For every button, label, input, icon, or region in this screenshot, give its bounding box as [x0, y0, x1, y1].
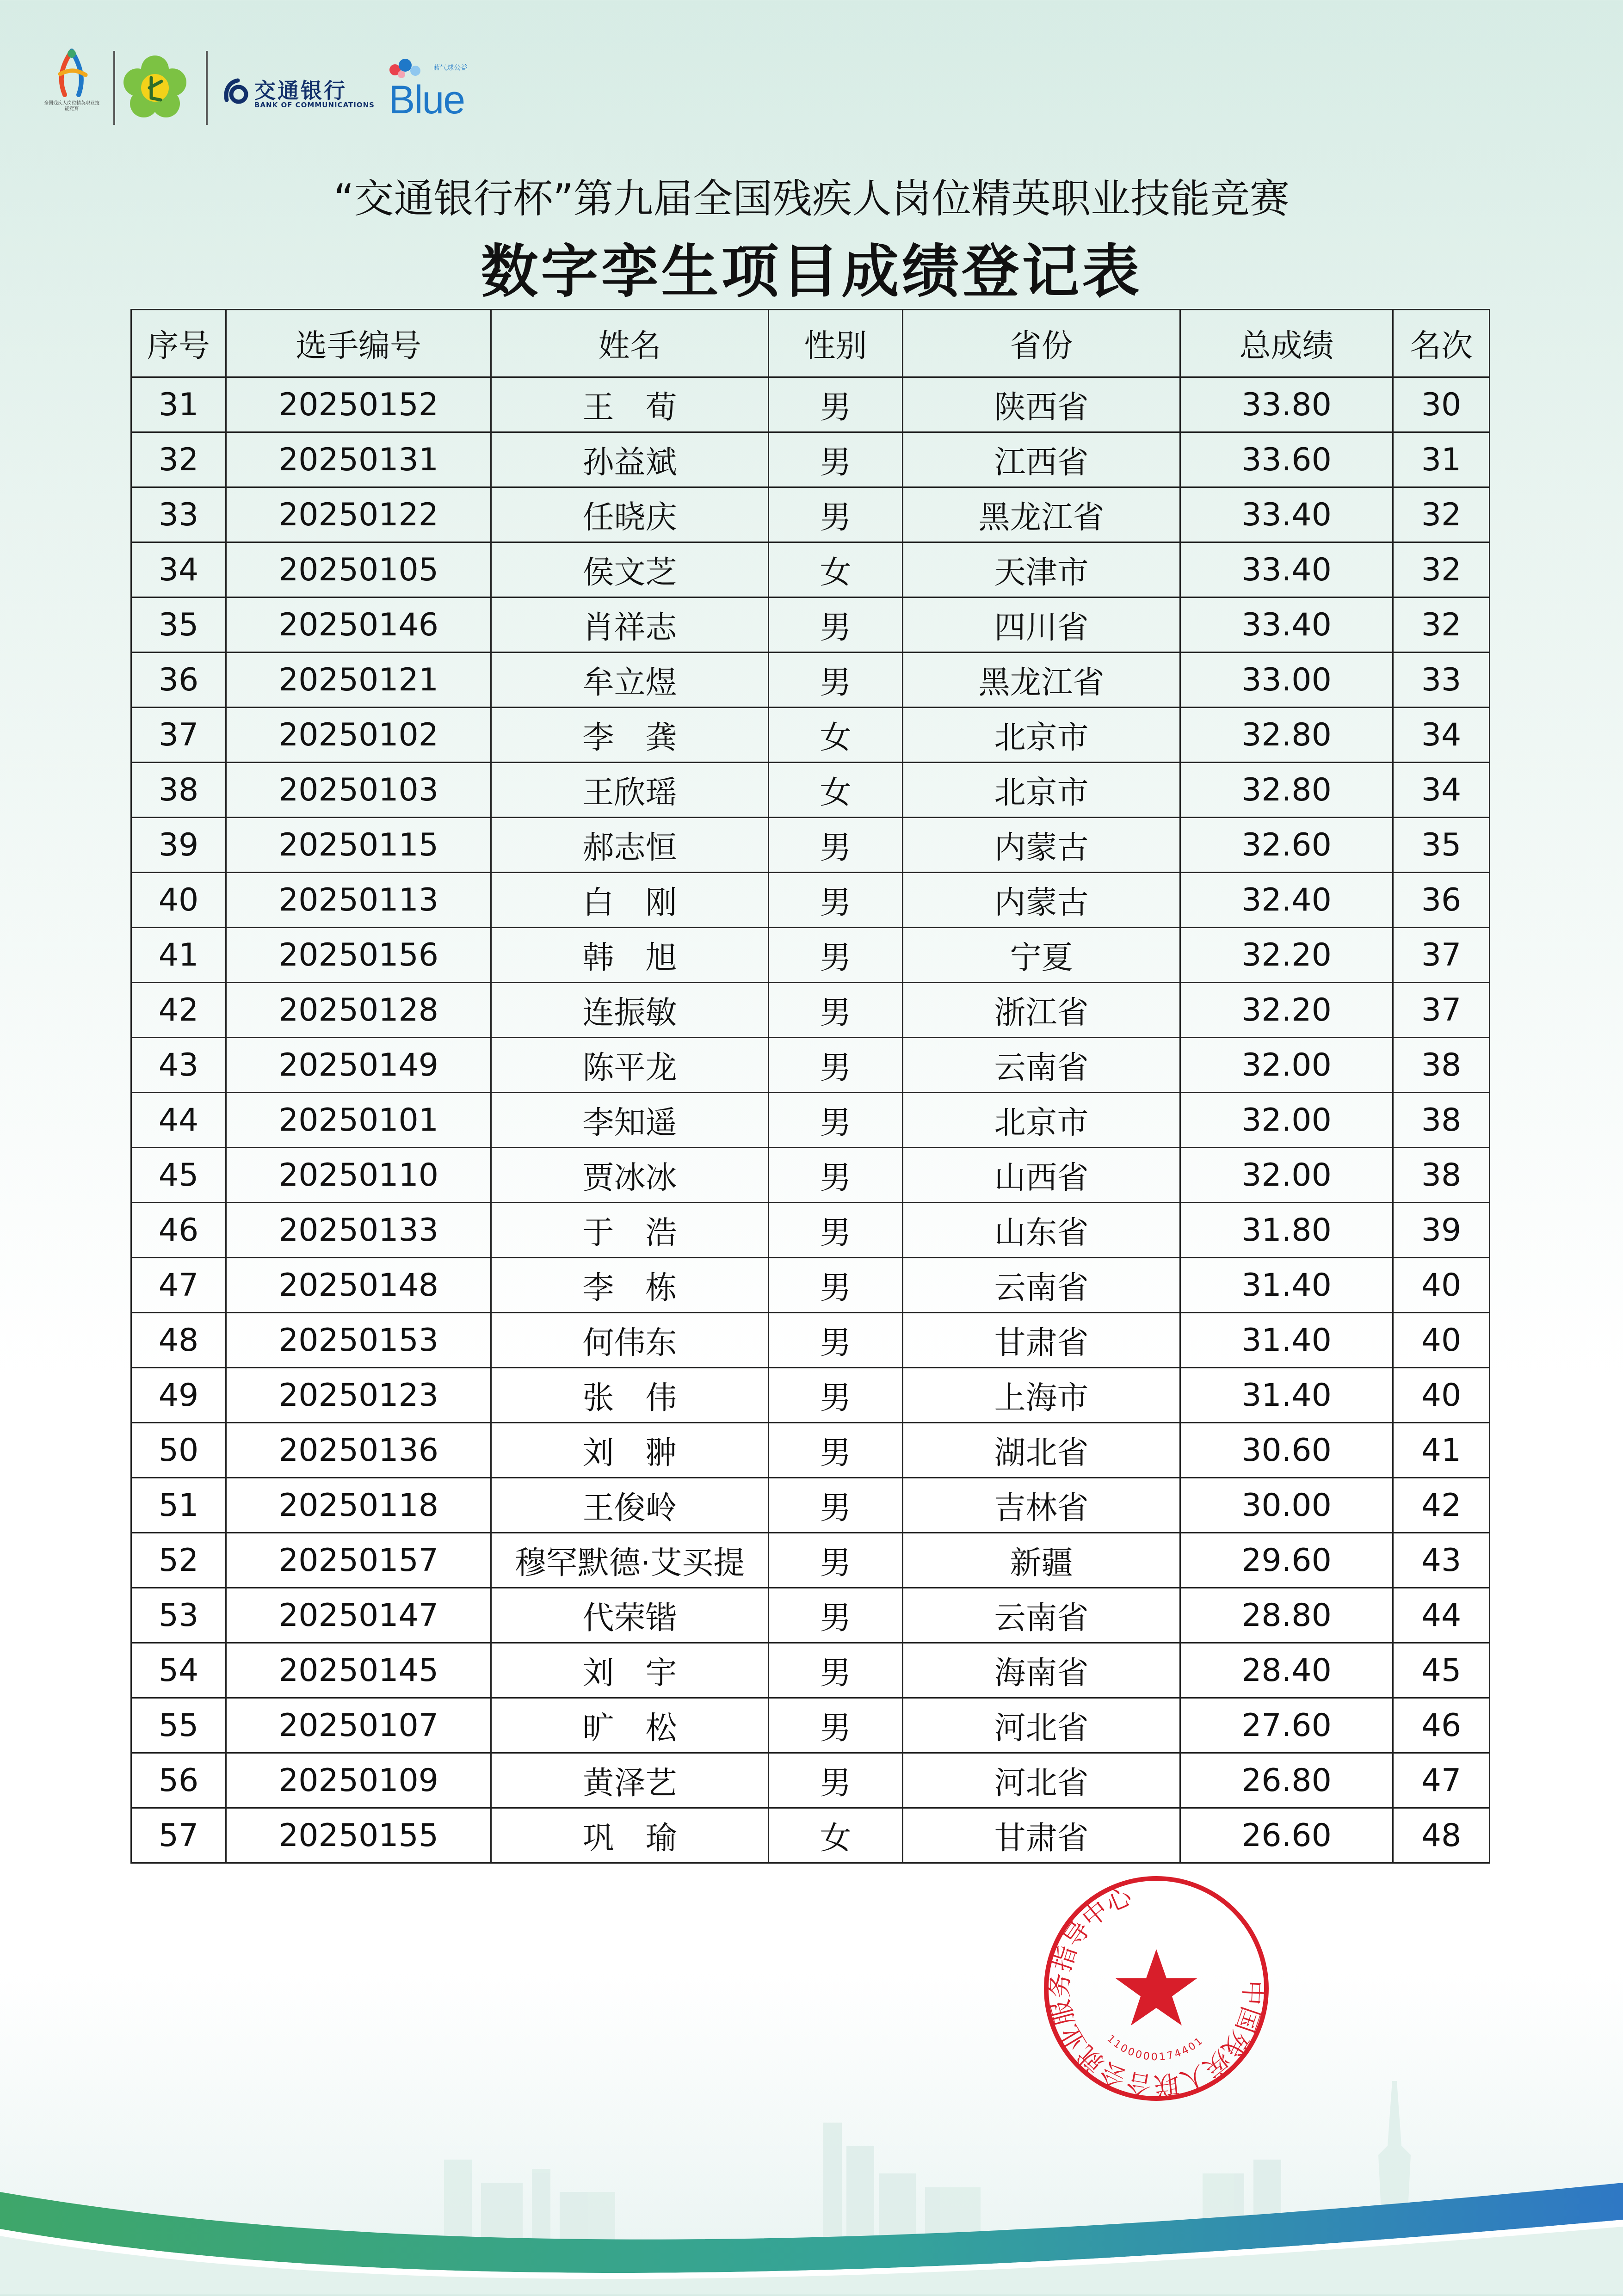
- cell-gender: 男: [769, 1643, 903, 1698]
- cell-rank: 43: [1393, 1533, 1490, 1588]
- cell-name: 王欣瑶: [491, 763, 769, 818]
- header-contestant-id: 选手编号: [226, 310, 491, 377]
- cell-name: 陈平龙: [491, 1038, 769, 1093]
- cell-total-score: 33.40: [1180, 542, 1393, 597]
- logo-bar: [44, 46, 488, 129]
- cell-gender: 女: [769, 542, 903, 597]
- cell-contestant-id: 20250109: [226, 1753, 491, 1808]
- cell-seq: 44: [131, 1093, 226, 1148]
- cell-gender: 男: [769, 983, 903, 1038]
- cell-province: 河北省: [903, 1753, 1180, 1808]
- table-row: [131, 1038, 1490, 1093]
- cell-contestant-id: 20250113: [226, 873, 491, 928]
- cell-total-score: 33.60: [1180, 432, 1393, 487]
- header-name: 姓名: [491, 310, 769, 377]
- seal-code: 1100000174401: [1105, 2033, 1206, 2063]
- star-icon: [1116, 1949, 1197, 2025]
- header-province: 省份: [903, 310, 1180, 377]
- cell-total-score: 30.60: [1180, 1423, 1393, 1478]
- cell-seq: 41: [131, 928, 226, 983]
- bank-name-en: BANK OF COMMUNICATIONS: [254, 101, 375, 109]
- cell-rank: 31: [1393, 432, 1490, 487]
- cell-total-score: 32.60: [1180, 818, 1393, 873]
- table-row: [131, 542, 1490, 597]
- cell-seq: 32: [131, 432, 226, 487]
- cell-rank: 40: [1393, 1368, 1490, 1423]
- cell-contestant-id: 20250133: [226, 1203, 491, 1258]
- games-emblem-icon: [44, 46, 99, 101]
- cell-name: 旷 松: [491, 1698, 769, 1753]
- cell-contestant-id: 20250101: [226, 1093, 491, 1148]
- cell-name: 刘 宇: [491, 1643, 769, 1698]
- cell-contestant-id: 20250121: [226, 652, 491, 708]
- cell-gender: 男: [769, 597, 903, 652]
- cell-seq: 34: [131, 542, 226, 597]
- cell-contestant-id: 20250146: [226, 597, 491, 652]
- bank-emblem-icon: [222, 77, 251, 105]
- cell-seq: 48: [131, 1313, 226, 1368]
- cell-rank: 37: [1393, 928, 1490, 983]
- cell-seq: 49: [131, 1368, 226, 1423]
- cell-name: 张 伟: [491, 1368, 769, 1423]
- cell-rank: 34: [1393, 708, 1490, 763]
- cell-gender: 女: [769, 763, 903, 818]
- cell-contestant-id: 20250103: [226, 763, 491, 818]
- cell-rank: 39: [1393, 1203, 1490, 1258]
- cell-province: 云南省: [903, 1038, 1180, 1093]
- cell-province: 云南省: [903, 1588, 1180, 1643]
- cell-gender: 男: [769, 1148, 903, 1203]
- cell-name: 代荣锴: [491, 1588, 769, 1643]
- cell-seq: 37: [131, 708, 226, 763]
- cell-rank: 46: [1393, 1698, 1490, 1753]
- blue-logo: [389, 58, 481, 122]
- table-row: [131, 1313, 1490, 1368]
- cell-rank: 32: [1393, 542, 1490, 597]
- cell-province: 云南省: [903, 1258, 1180, 1313]
- federation-logo: [123, 55, 187, 120]
- cell-seq: 36: [131, 652, 226, 708]
- cell-rank: 47: [1393, 1753, 1490, 1808]
- cell-name: 巩 瑜: [491, 1808, 769, 1863]
- cell-total-score: 30.00: [1180, 1478, 1393, 1533]
- cell-rank: 35: [1393, 818, 1490, 873]
- cell-total-score: 32.40: [1180, 873, 1393, 928]
- cell-province: 黑龙江省: [903, 652, 1180, 708]
- cell-contestant-id: 20250123: [226, 1368, 491, 1423]
- cell-contestant-id: 20250145: [226, 1643, 491, 1698]
- cell-seq: 38: [131, 763, 226, 818]
- cell-name: 任晓庆: [491, 487, 769, 542]
- cell-total-score: 32.80: [1180, 763, 1393, 818]
- cell-name: 刘 翀: [491, 1423, 769, 1478]
- cell-total-score: 26.80: [1180, 1753, 1393, 1808]
- cell-gender: 男: [769, 1588, 903, 1643]
- cell-total-score: 32.80: [1180, 708, 1393, 763]
- cell-total-score: 32.20: [1180, 928, 1393, 983]
- table-row: [131, 432, 1490, 487]
- cell-gender: 女: [769, 1808, 903, 1863]
- table-row: [131, 652, 1490, 708]
- cell-total-score: 32.00: [1180, 1093, 1393, 1148]
- blue-logo-text: Blue: [389, 78, 465, 122]
- cell-gender: 男: [769, 1203, 903, 1258]
- table-row: [131, 708, 1490, 763]
- cell-gender: 男: [769, 818, 903, 873]
- cell-name: 牟立煜: [491, 652, 769, 708]
- cell-seq: 57: [131, 1808, 226, 1863]
- cell-province: 新疆: [903, 1533, 1180, 1588]
- cell-gender: 男: [769, 1313, 903, 1368]
- cell-rank: 41: [1393, 1423, 1490, 1478]
- table-row: [131, 487, 1490, 542]
- cell-total-score: 27.60: [1180, 1698, 1393, 1753]
- cell-total-score: 33.40: [1180, 597, 1393, 652]
- cell-total-score: 31.80: [1180, 1203, 1393, 1258]
- cell-province: 湖北省: [903, 1423, 1180, 1478]
- cell-contestant-id: 20250155: [226, 1808, 491, 1863]
- cell-seq: 56: [131, 1753, 226, 1808]
- skyline-wave-icon: [0, 2053, 1623, 2294]
- cell-name: 何伟东: [491, 1313, 769, 1368]
- cell-rank: 36: [1393, 873, 1490, 928]
- cell-rank: 40: [1393, 1313, 1490, 1368]
- footer-decoration: [0, 2053, 1623, 2294]
- cell-province: 甘肃省: [903, 1313, 1180, 1368]
- blue-logo-caption: 蓝气球公益: [433, 63, 468, 72]
- cell-total-score: 28.40: [1180, 1643, 1393, 1698]
- cell-contestant-id: 20250148: [226, 1258, 491, 1313]
- divider: [206, 51, 208, 125]
- table-row: [131, 1533, 1490, 1588]
- cell-gender: 男: [769, 928, 903, 983]
- cell-seq: 42: [131, 983, 226, 1038]
- table-row: [131, 1588, 1490, 1643]
- cell-rank: 40: [1393, 1258, 1490, 1313]
- table-row: [131, 597, 1490, 652]
- cell-seq: 55: [131, 1698, 226, 1753]
- cell-seq: 31: [131, 377, 226, 432]
- cell-name: 李 栋: [491, 1258, 769, 1313]
- cell-seq: 54: [131, 1643, 226, 1698]
- cell-rank: 42: [1393, 1478, 1490, 1533]
- table-row: [131, 873, 1490, 928]
- cell-rank: 32: [1393, 487, 1490, 542]
- table-row: [131, 1643, 1490, 1698]
- cell-seq: 33: [131, 487, 226, 542]
- cell-province: 山西省: [903, 1148, 1180, 1203]
- cell-province: 北京市: [903, 1093, 1180, 1148]
- cell-rank: 44: [1393, 1588, 1490, 1643]
- cell-contestant-id: 20250122: [226, 487, 491, 542]
- cell-rank: 38: [1393, 1093, 1490, 1148]
- cell-contestant-id: 20250115: [226, 818, 491, 873]
- cell-gender: 男: [769, 1093, 903, 1148]
- cell-total-score: 26.60: [1180, 1808, 1393, 1863]
- cell-province: 陕西省: [903, 377, 1180, 432]
- cell-province: 内蒙古: [903, 818, 1180, 873]
- header-seq: 序号: [131, 310, 226, 377]
- cell-gender: 男: [769, 873, 903, 928]
- table-row: [131, 1478, 1490, 1533]
- table-row: [131, 983, 1490, 1038]
- cell-seq: 40: [131, 873, 226, 928]
- header-gender: 性别: [769, 310, 903, 377]
- cell-rank: 34: [1393, 763, 1490, 818]
- cell-name: 贾冰冰: [491, 1148, 769, 1203]
- cell-province: 四川省: [903, 597, 1180, 652]
- cell-province: 上海市: [903, 1368, 1180, 1423]
- table-row: [131, 928, 1490, 983]
- cell-rank: 45: [1393, 1643, 1490, 1698]
- cell-contestant-id: 20250118: [226, 1478, 491, 1533]
- cell-contestant-id: 20250147: [226, 1588, 491, 1643]
- table-row: [131, 1203, 1490, 1258]
- cell-province: 河北省: [903, 1698, 1180, 1753]
- cell-rank: 30: [1393, 377, 1490, 432]
- cell-contestant-id: 20250156: [226, 928, 491, 983]
- cell-rank: 38: [1393, 1148, 1490, 1203]
- cell-total-score: 31.40: [1180, 1368, 1393, 1423]
- cell-gender: 男: [769, 1038, 903, 1093]
- cell-seq: 50: [131, 1423, 226, 1478]
- cell-name: 王俊岭: [491, 1478, 769, 1533]
- cell-gender: 男: [769, 1698, 903, 1753]
- cell-province: 宁夏: [903, 928, 1180, 983]
- flower-emblem-icon: [123, 55, 187, 120]
- cell-gender: 男: [769, 1533, 903, 1588]
- cell-contestant-id: 20250128: [226, 983, 491, 1038]
- table-row: [131, 377, 1490, 432]
- cell-gender: 男: [769, 487, 903, 542]
- cell-seq: 53: [131, 1588, 226, 1643]
- cell-name: 郝志恒: [491, 818, 769, 873]
- cell-contestant-id: 20250157: [226, 1533, 491, 1588]
- cell-name: 穆罕默德·艾买提: [491, 1533, 769, 1588]
- cell-contestant-id: 20250105: [226, 542, 491, 597]
- cell-contestant-id: 20250152: [226, 377, 491, 432]
- cell-total-score: 32.20: [1180, 983, 1393, 1038]
- cell-contestant-id: 20250149: [226, 1038, 491, 1093]
- seal-text: 中国残疾人联合会就业服务指导中心: [1045, 1881, 1268, 2100]
- cell-seq: 39: [131, 818, 226, 873]
- header-rank: 名次: [1393, 310, 1490, 377]
- balloons-icon: [389, 58, 430, 79]
- cell-seq: 47: [131, 1258, 226, 1313]
- cell-total-score: 32.00: [1180, 1148, 1393, 1203]
- cell-name: 王 荀: [491, 377, 769, 432]
- games-logo: [44, 46, 99, 129]
- cell-contestant-id: 20250131: [226, 432, 491, 487]
- cell-rank: 32: [1393, 597, 1490, 652]
- cell-rank: 48: [1393, 1808, 1490, 1863]
- cell-name: 李 龚: [491, 708, 769, 763]
- table-row: [131, 763, 1490, 818]
- cell-name: 韩 旭: [491, 928, 769, 983]
- cell-province: 北京市: [903, 763, 1180, 818]
- cell-contestant-id: 20250102: [226, 708, 491, 763]
- table-row: [131, 1368, 1490, 1423]
- cell-total-score: 33.40: [1180, 487, 1393, 542]
- cell-total-score: 31.40: [1180, 1258, 1393, 1313]
- cell-total-score: 31.40: [1180, 1313, 1393, 1368]
- cell-name: 李知遥: [491, 1093, 769, 1148]
- results-table: [130, 309, 1490, 1864]
- cell-gender: 男: [769, 377, 903, 432]
- cell-rank: 33: [1393, 652, 1490, 708]
- cell-total-score: 29.60: [1180, 1533, 1393, 1588]
- cell-gender: 男: [769, 1368, 903, 1423]
- cell-name: 连振敏: [491, 983, 769, 1038]
- cell-seq: 45: [131, 1148, 226, 1203]
- divider: [113, 51, 115, 125]
- competition-title: “交通银行杯”第九届全国残疾人岗位精英职业技能竞赛: [333, 176, 1290, 222]
- table-row: [131, 1258, 1490, 1313]
- table-row: [131, 1808, 1490, 1863]
- cell-contestant-id: 20250136: [226, 1423, 491, 1478]
- table-row: [131, 1148, 1490, 1203]
- cell-province: 浙江省: [903, 983, 1180, 1038]
- cell-province: 北京市: [903, 708, 1180, 763]
- games-logo-caption: 全国残疾人岗位精英职业技能竞赛: [44, 101, 99, 111]
- cell-name: 黄泽艺: [491, 1753, 769, 1808]
- cell-rank: 38: [1393, 1038, 1490, 1093]
- cell-province: 山东省: [903, 1203, 1180, 1258]
- cell-seq: 46: [131, 1203, 226, 1258]
- cell-contestant-id: 20250153: [226, 1313, 491, 1368]
- cell-name: 肖祥志: [491, 597, 769, 652]
- cell-gender: 男: [769, 1478, 903, 1533]
- table-row: [131, 1753, 1490, 1808]
- cell-province: 海南省: [903, 1643, 1180, 1698]
- cell-name: 孙益斌: [491, 432, 769, 487]
- table-row: [131, 1093, 1490, 1148]
- cell-seq: 35: [131, 597, 226, 652]
- cell-gender: 男: [769, 652, 903, 708]
- cell-gender: 男: [769, 432, 903, 487]
- bank-name-cn: 交通银行: [254, 78, 347, 103]
- cell-province: 内蒙古: [903, 873, 1180, 928]
- cell-total-score: 32.00: [1180, 1038, 1393, 1093]
- cell-gender: 男: [769, 1423, 903, 1478]
- cell-total-score: 28.80: [1180, 1588, 1393, 1643]
- cell-gender: 男: [769, 1753, 903, 1808]
- cell-rank: 37: [1393, 983, 1490, 1038]
- cell-seq: 51: [131, 1478, 226, 1533]
- table-header-row: [131, 310, 1490, 377]
- cell-gender: 女: [769, 708, 903, 763]
- header-total-score: 总成绩: [1180, 310, 1393, 377]
- cell-contestant-id: 20250107: [226, 1698, 491, 1753]
- cell-name: 侯文芝: [491, 542, 769, 597]
- cell-province: 天津市: [903, 542, 1180, 597]
- table-row: [131, 1698, 1490, 1753]
- cell-name: 白 刚: [491, 873, 769, 928]
- cell-contestant-id: 20250110: [226, 1148, 491, 1203]
- table-row: [131, 818, 1490, 873]
- cell-gender: 男: [769, 1258, 903, 1313]
- cell-name: 于 浩: [491, 1203, 769, 1258]
- cell-province: 江西省: [903, 432, 1180, 487]
- table-row: [131, 1423, 1490, 1478]
- cell-total-score: 33.80: [1180, 377, 1393, 432]
- cell-total-score: 33.00: [1180, 652, 1393, 708]
- cell-seq: 52: [131, 1533, 226, 1588]
- cell-province: 甘肃省: [903, 1808, 1180, 1863]
- cell-seq: 43: [131, 1038, 226, 1093]
- cell-province: 吉林省: [903, 1478, 1180, 1533]
- page-title: 数字孪生项目成绩登记表: [481, 239, 1142, 305]
- cell-province: 黑龙江省: [903, 487, 1180, 542]
